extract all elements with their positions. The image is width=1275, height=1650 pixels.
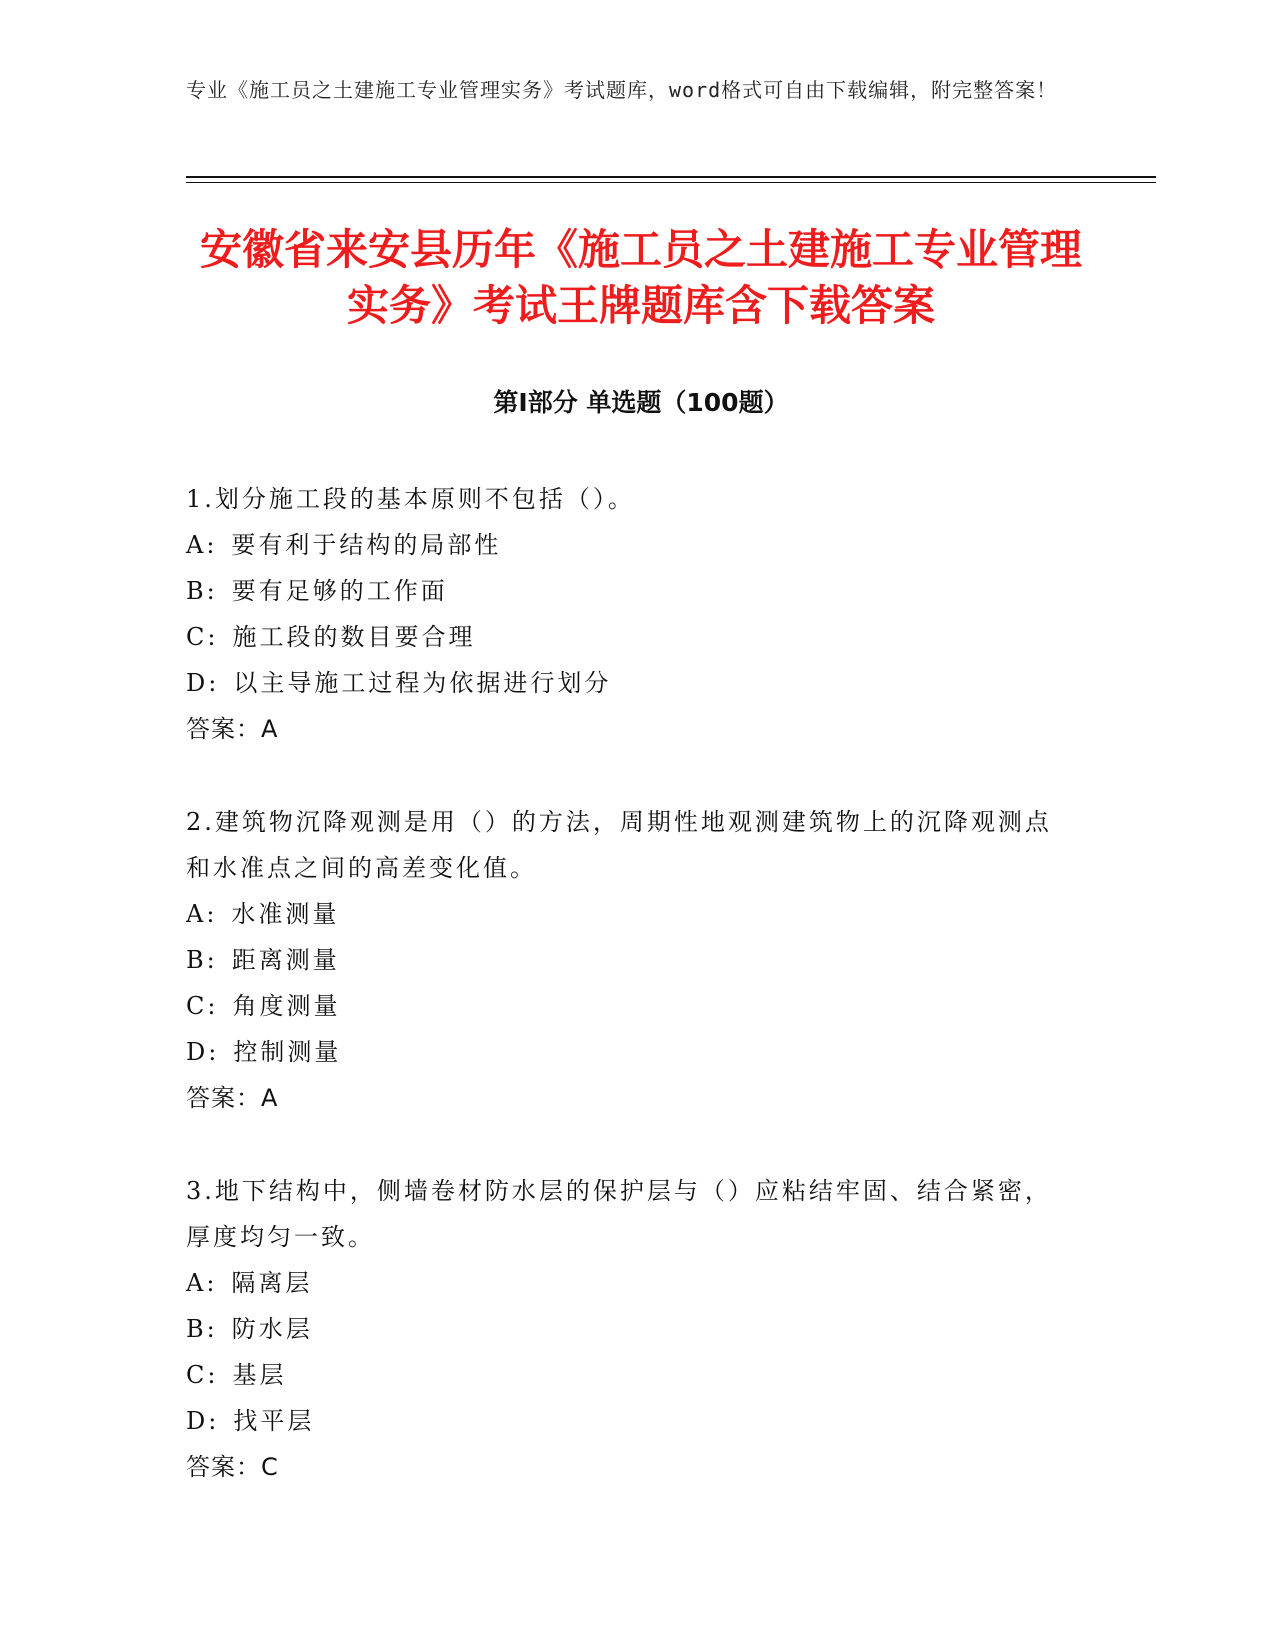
option-text: 防水层 [231, 1315, 313, 1343]
option-letter: C: [186, 992, 219, 1020]
answer-line: 答案：A [186, 715, 279, 743]
option-letter: A: [186, 1269, 218, 1297]
option-letter: B: [186, 577, 218, 605]
document-title: 安徽省来安县历年《施工员之土建施工专业管理实务》考试王牌题库含下载答案 [199, 225, 1082, 330]
option-letter: D: [186, 1407, 220, 1435]
option-c [186, 614, 1066, 660]
question-stem: 3.地下结构中，侧墙卷材防水层的保护层与（）应粘结牢固、结合紧密，厚度均匀一致。 [186, 1177, 1052, 1251]
option-d [186, 1029, 1066, 1075]
option-c [186, 983, 1066, 1029]
option-letter: C: [186, 1361, 219, 1389]
question-3 [186, 1168, 1066, 1490]
option-letter: C: [186, 623, 219, 651]
section-heading: 第Ⅰ部分 单选题（100题） [493, 388, 789, 417]
option-text: 角度测量 [232, 992, 341, 1020]
header-note: 专业《施工员之土建施工专业管理实务》考试题库，word格式可自由下载编辑，附完整答案！ [186, 78, 1058, 102]
option-letter: D: [186, 669, 220, 697]
option-text: 以主导施工过程为依据进行划分 [233, 669, 612, 697]
option-text: 隔离层 [231, 1269, 313, 1297]
option-d [186, 1398, 1066, 1444]
question-1 [186, 476, 1066, 752]
question-2 [186, 799, 1066, 1121]
option-d [186, 660, 1066, 706]
header-divider-thin [186, 182, 1156, 183]
option-text: 要有利于结构的局部性 [231, 531, 502, 559]
option-b [186, 937, 1066, 983]
option-b [186, 568, 1066, 614]
option-letter: B: [186, 1315, 218, 1343]
option-b [186, 1306, 1066, 1352]
option-letter: A: [186, 531, 218, 559]
option-text: 基层 [232, 1361, 287, 1389]
answer-line: 答案：A [186, 1084, 279, 1112]
option-letter: B: [186, 946, 218, 974]
option-letter: D: [186, 1038, 220, 1066]
answer-line: 答案：C [186, 1453, 279, 1481]
question-list [186, 476, 1066, 1537]
option-a [186, 891, 1066, 937]
option-text: 控制测量 [233, 1038, 342, 1066]
question-stem: 2.建筑物沉降观测是用（）的方法，周期性地观测建筑物上的沉降观测点和水准点之间的高差变化值。 [186, 808, 1052, 882]
option-c [186, 1352, 1066, 1398]
option-text: 要有足够的工作面 [231, 577, 448, 605]
question-stem: 1.划分施工段的基本原则不包括（）。 [186, 485, 635, 513]
option-text: 距离测量 [231, 946, 340, 974]
option-a [186, 522, 1066, 568]
header-divider-thick [186, 176, 1156, 178]
option-letter: A: [186, 900, 218, 928]
option-a [186, 1260, 1066, 1306]
option-text: 施工段的数目要合理 [232, 623, 476, 651]
option-text: 找平层 [233, 1407, 315, 1435]
option-text: 水准测量 [231, 900, 340, 928]
